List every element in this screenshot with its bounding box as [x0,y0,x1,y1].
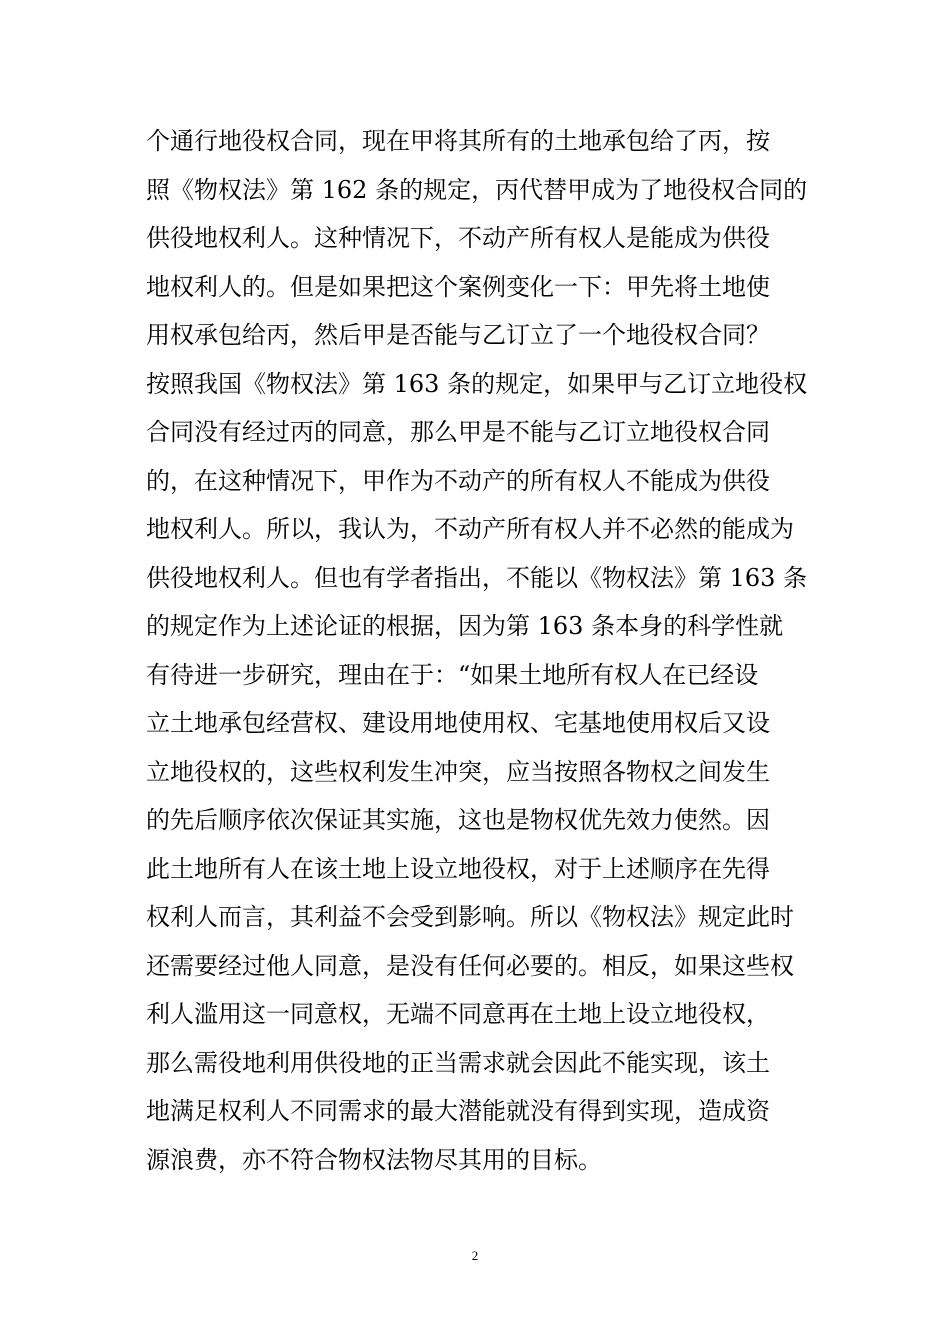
body-paragraph [146,117,846,1184]
text-line: 还需要经过他人同意，是没有任何必要的。相反，如果这些权 [146,951,794,980]
text-line: 的先后顺序依次保证其实施，这也是物权优先效力使然。因 [146,806,770,834]
text-line: 源浪费，亦不符合物权法物尽其用的目标。 [146,1145,602,1174]
text-line: 供役地权利人。但也有学者指出，不能以《物权法》第 163 条 [146,563,808,592]
text-line: 权利人而言，其利益不会受到影响。所以《物权法》规定此时 [146,903,794,931]
text-line: 用权承包给丙，然后甲是否能与乙订立了一个地役权合同？ [146,321,770,349]
text-line: 的，在这种情况下，甲作为不动产的所有权人不能成为供役 [146,466,770,495]
text-line: 利人滥用这一同意权，无端不同意再在土地上设立地役权， [146,1000,770,1028]
text-line: 照《物权法》第 162 条的规定，丙代替甲成为了地役权合同的 [146,175,808,204]
page-number: 2 [471,1248,479,1263]
text-line: 按照我国《物权法》第 163 条的规定，如果甲与乙订立地役权 [146,369,808,398]
text-line: 供役地权利人。这种情况下，不动产所有权人是能成为供役 [146,224,770,252]
text-line: 地满足权利人不同需求的最大潜能就没有得到实现，造成资 [146,1097,770,1125]
text-line: 立土地承包经营权、建设用地使用权、宅基地使用权后又设 [146,709,770,737]
text-line: 立地役权的，这些权利发生冲突，应当按照各物权之间发生 [146,757,770,786]
text-line: 地权利人的。但是如果把这个案例变化一下：甲先将土地使 [146,272,770,301]
text-line: 那么需役地利用供役地的正当需求就会因此不能实现，该土 [146,1048,770,1077]
text-line: 合同没有经过丙的同意，那么甲是不能与乙订立地役权合同 [146,418,770,446]
text-line: 个通行地役权合同，现在甲将其所有的土地承包给了丙，按 [146,127,770,155]
text-line: 有待进一步研究，理由在于：“如果土地所有权人在已经设 [146,660,759,689]
text-line: 地权利人。所以，我认为，不动产所有权人并不必然的能成为 [146,515,794,543]
text-line: 的规定作为上述论证的根据，因为第 163 条本身的科学性就 [146,612,784,640]
text-line: 此土地所有人在该土地上设立地役权，对于上述顺序在先得 [146,854,770,883]
